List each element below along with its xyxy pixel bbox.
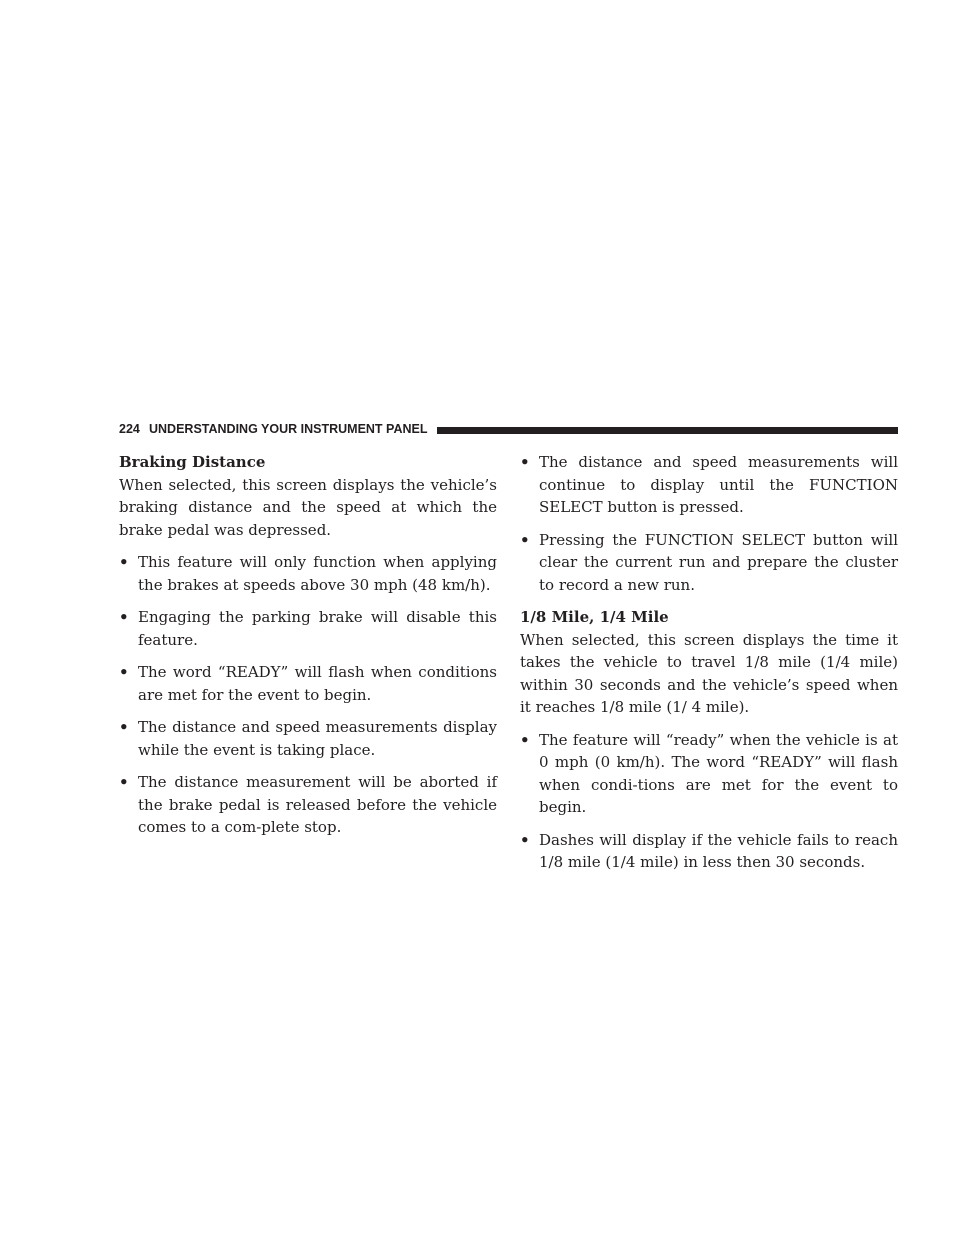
bullet-icon: • xyxy=(119,773,129,791)
list-item-text: The word “READY” will flash when conditions are met for the event to begin. xyxy=(138,663,497,704)
bullet-icon: • xyxy=(119,718,129,736)
left-column xyxy=(119,451,497,849)
list-item xyxy=(119,771,497,839)
bullet-icon: • xyxy=(119,608,129,626)
bullet-icon: • xyxy=(520,530,530,549)
list-item xyxy=(520,829,898,874)
mile-intro: When selected, this screen displays the time it takes the vehicle to travel 1/8 mile (1/4 mile) within 30 seconds and the vehicle’s speed when it reaches 1/8 mile (1/ 4 mile). xyxy=(520,630,898,716)
list-item xyxy=(119,661,497,706)
list-item xyxy=(520,729,898,819)
right-column xyxy=(520,451,898,884)
bullet-icon: • xyxy=(520,830,530,849)
list-item-text: The feature will “ready” when the vehicle is at 0 mph (0 km/h). The word “READY” will flash when condi-tions are met for the event to begin. xyxy=(539,730,898,816)
braking-distance-intro: When selected, this screen displays the vehicle’s braking distance and the speed at which the brake pedal was depressed. xyxy=(119,475,497,539)
list-item-text: The distance and speed measurements display while the event is taking place. xyxy=(138,718,497,759)
list-item xyxy=(520,451,898,519)
list-item-text: This feature will only function when applying the brakes at speeds above 30 mph (48 km/h). xyxy=(138,553,497,594)
bullet-icon: • xyxy=(119,553,129,571)
braking-distance-heading: Braking Distance xyxy=(119,453,266,471)
page-number: 224 xyxy=(119,422,140,436)
list-item xyxy=(119,606,497,651)
list-item-text: Engaging the parking brake will disable this feature. xyxy=(138,608,497,649)
list-item xyxy=(520,529,898,597)
header-rule xyxy=(437,427,898,434)
page-header xyxy=(119,421,898,437)
mile-heading: 1/8 Mile, 1/4 Mile xyxy=(520,608,669,626)
bullet-icon: • xyxy=(119,663,129,681)
list-item-text: Dashes will display if the vehicle fails to reach 1/8 mile (1/4 mile) in less then 30 seconds. xyxy=(539,830,898,871)
bullet-icon: • xyxy=(520,730,530,749)
list-item-text: The distance measurement will be aborted if the brake pedal is released before the vehicle comes to a com-plete stop. xyxy=(138,773,497,836)
list-item xyxy=(119,551,497,596)
list-item-text: Pressing the FUNCTION SELECT button will clear the current run and prepare the cluster to record a new run. xyxy=(539,530,898,594)
list-item-text: The distance and speed measurements will continue to display until the FUNCTION SELECT button is pressed. xyxy=(539,453,898,516)
list-item xyxy=(119,716,497,761)
bullet-icon: • xyxy=(520,453,530,471)
section-title: UNDERSTANDING YOUR INSTRUMENT PANEL xyxy=(149,422,428,436)
